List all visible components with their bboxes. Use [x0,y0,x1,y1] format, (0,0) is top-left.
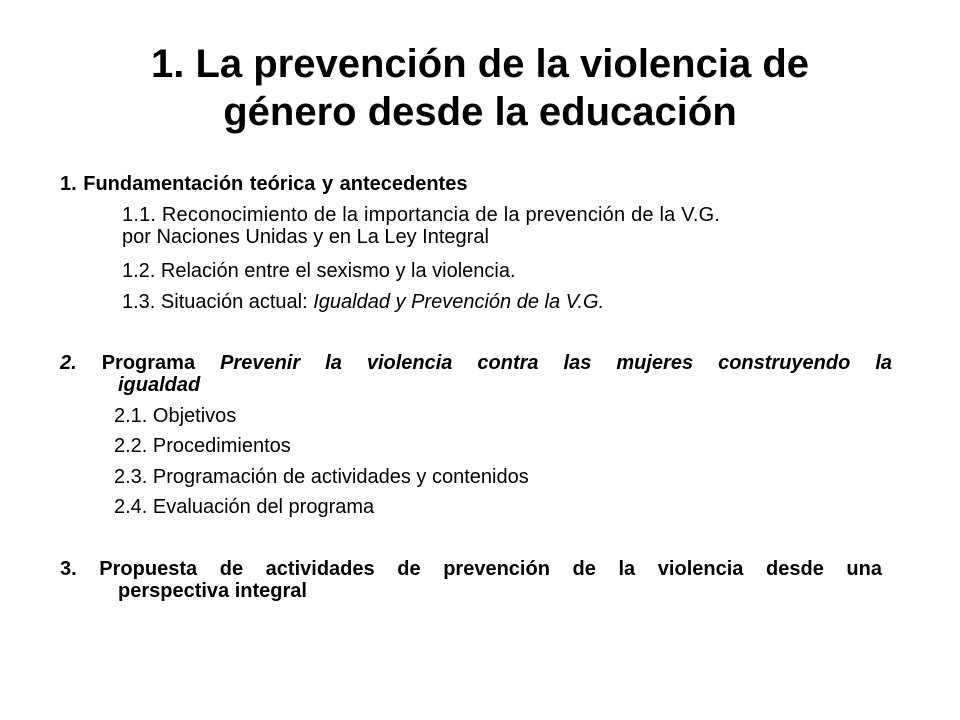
item-2-1: 2.1. Objetivos [114,405,237,427]
item-1-2: 1.2. Relación entre el sexismo y la violencia. [122,260,516,282]
item-2-2: 2.2. Procedimientos [114,435,291,457]
section-3-line-1: 3. Propuesta de actividades de prevención de la violencia desde una [60,558,882,580]
slide-title-line-1: 1. La prevención de la violencia de [150,42,810,86]
slide-title-line-2: género desde la educación [223,90,737,134]
item-1-3 [122,291,604,313]
item-2-4: 2.4. Evaluación del programa [114,496,375,518]
section-2-program-title: Prevenir la violencia contra las mujeres construyendo la [220,352,893,374]
section-2-number: 2. [60,352,77,374]
slide-title [0,40,960,136]
item-1-1-line-1: 1.1. Reconocimiento de la importancia de la prevención de la V.G. [122,204,721,226]
section-1-heading: 1. Fundamentación teórica y antecedentes [60,173,468,195]
item-1-1-line-2: por Naciones Unidas y en La Ley Integral [122,226,489,248]
section-2-program-title-line-2: igualdad [118,374,201,396]
section-2-heading [60,352,892,374]
item-1-3-prefix: 1.3. Situación actual: [122,291,314,313]
item-1-3-italic: Igualdad y Prevención de la V.G. [313,291,605,313]
section-2-label: Programa [101,352,196,374]
section-3-line-2: perspectiva integral [118,580,307,602]
item-2-3: 2.3. Programación de actividades y contenidos [114,466,529,488]
section-2-heading-line-1 [60,352,892,374]
section-3-heading [60,558,882,580]
